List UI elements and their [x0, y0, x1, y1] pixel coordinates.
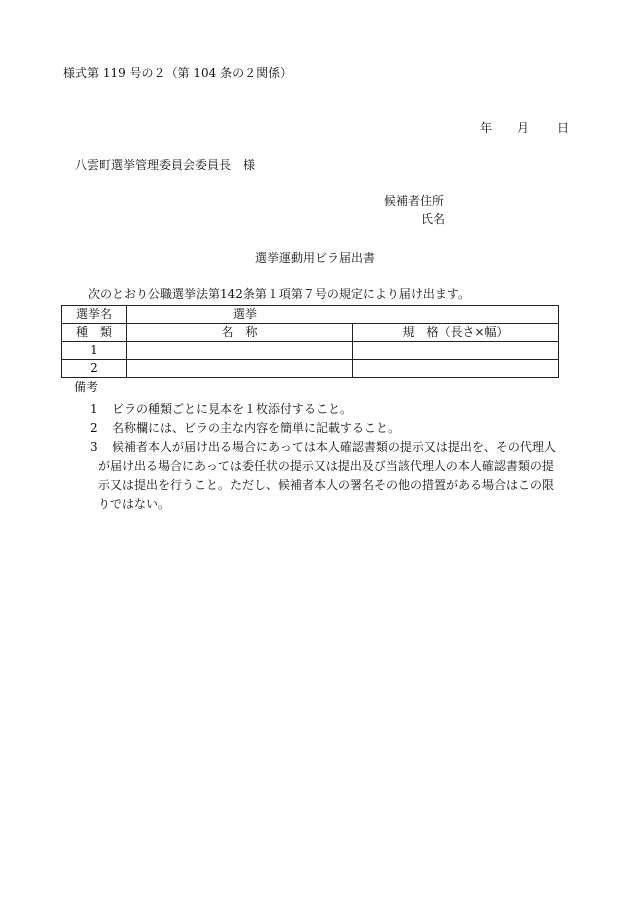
candidate-address-label: 候補者住所 [384, 194, 445, 208]
note-number: 2 [90, 421, 98, 435]
date-month-label: 月 [517, 121, 530, 135]
flyer-spec-table [61, 305, 559, 378]
header-spec: 規 格（長さ×幅） [353, 324, 559, 342]
note-text: 候補者本人が届け出る場合にあっては本人確認書類の提示又は提出を、その代理人 [112, 440, 556, 454]
candidate-name-label: 氏名 [421, 212, 446, 226]
document-title: 選挙運動用ビラ届出書 [254, 251, 375, 265]
note-text: 名称欄には、ビラの主な内容を簡単に記載すること。 [112, 421, 401, 435]
name-cell[interactable] [127, 342, 353, 360]
addressee: 八雲町選挙管理委員会委員長 様 [75, 158, 256, 172]
note-text-continuation: りではない。 [98, 497, 171, 511]
spec-cell[interactable] [353, 360, 559, 378]
intro-text: 次のとおり公職選挙法第142条第１項第７号の規定により届け出ます。 [88, 287, 470, 301]
form-number: 様式第 119 号の２（第 104 条の２関係） [63, 66, 293, 80]
table-row [62, 360, 559, 378]
date-day-label: 日 [557, 121, 570, 135]
note-number: 1 [90, 402, 98, 416]
table-row [62, 342, 559, 360]
spec-cell[interactable] [353, 342, 559, 360]
note-text-continuation: 示又は提出を行うこと。ただし、候補者本人の署名その他の措置がある場合はこの限 [98, 478, 555, 492]
table-header-row [62, 324, 559, 342]
note-number: 3 [90, 440, 98, 454]
name-cell[interactable] [127, 360, 353, 378]
date-year-label: 年 [480, 121, 493, 135]
election-name-label: 選挙名 [62, 306, 127, 324]
table-row-election [62, 306, 559, 324]
row-number: 2 [62, 360, 127, 378]
note-text: ビラの種類ごとに見本を１枚添付すること。 [112, 402, 353, 416]
row-number: 1 [62, 342, 127, 360]
notes-title: 備考 [74, 380, 99, 394]
header-name: 名 称 [127, 324, 353, 342]
note-text-continuation: が届け出る場合にあっては委任状の提示又は提出及び当該代理人の本人確認書類の提 [98, 459, 554, 473]
header-type: 種 類 [62, 324, 127, 342]
election-name-cell[interactable]: 選挙 [127, 306, 559, 324]
